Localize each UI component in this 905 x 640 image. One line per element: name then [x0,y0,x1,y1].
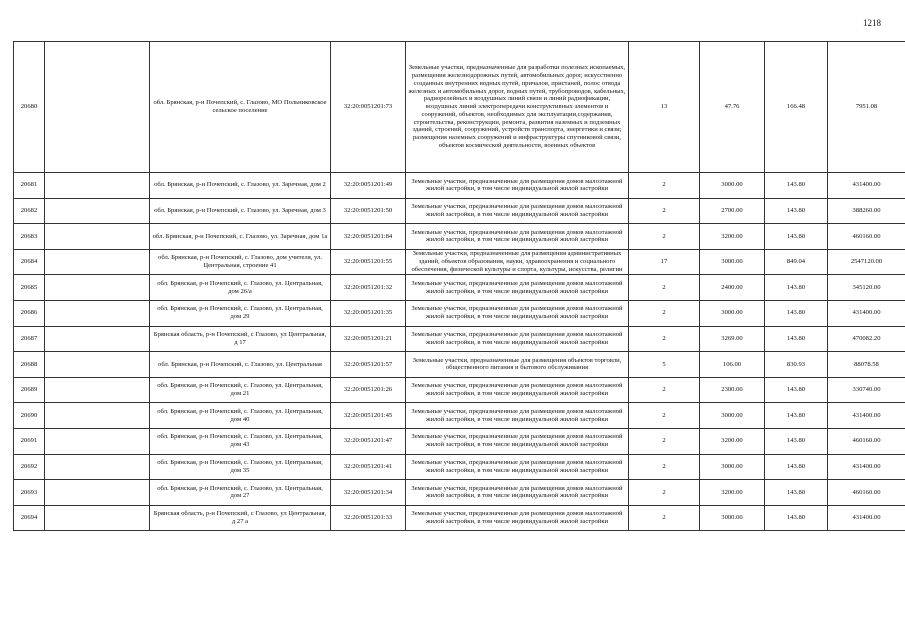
address-cell: обл. Брянская, р-н Почепский, с. Глазово, ул. Центральная [150,352,331,378]
table-row [14,377,905,403]
cadastral-value-cell: 345120.00 [828,275,905,301]
table-row [14,403,905,429]
table-row [14,275,905,301]
cadastral-value-cell: 431400.00 [828,403,905,429]
empty-cell [45,300,150,326]
cadastral-value-cell: 460160.00 [828,428,905,454]
empty-cell [45,428,150,454]
address-cell: обл. Брянская, р-н Почепский, с. Глазово, ул. Центральная, дом 35 [150,454,331,480]
land-use-cell: Земельные участки, предназначенные для размещения домов малоэтажной жилой застройки, в том числе индивидуальной жилой застройки [406,454,629,480]
parcel-id-cell: 20683 [14,224,45,250]
land-use-cell: Земельные участки, предназначенные для размещения домов малоэтажной жилой застройки, в том числе индивидуальной жилой застройки [406,480,629,506]
parcel-id-cell: 20684 [14,249,45,275]
parcel-id-cell: 20692 [14,454,45,480]
cadastral-number-cell: 32:20:0051201:41 [331,454,406,480]
rate-cell: 143.80 [765,480,828,506]
table-row [14,224,905,250]
land-use-cell: Земельные участки, предназначенные для размещения домов малоэтажной жилой застройки, в том числе индивидуальной жилой застройки [406,224,629,250]
parcel-id-cell: 20691 [14,428,45,454]
empty-cell [45,224,150,250]
area-cell: 47.76 [700,42,765,173]
land-use-cell: Земельные участки, предназначенные для размещения домов малоэтажной жилой застройки, в том числе индивидуальной жилой застройки [406,173,629,199]
cadastral-value-cell: 460160.00 [828,480,905,506]
use-code-cell: 2 [629,428,700,454]
area-cell: 106.00 [700,352,765,378]
empty-cell [45,42,150,173]
use-code-cell: 2 [629,173,700,199]
table-row [14,480,905,506]
parcel-id-cell: 20687 [14,326,45,352]
rate-cell: 143.80 [765,428,828,454]
area-cell: 3000.00 [700,249,765,275]
parcel-id-cell: 20682 [14,198,45,224]
rate-cell: 166.48 [765,42,828,173]
address-cell: обл. Брянская, р-н Почепский, с. Глазово, ул. Заречная, дом 1а [150,224,331,250]
cadastral-number-cell: 32:20:0051201:47 [331,428,406,454]
address-cell: Брянская область, р-н Почепский, с Глазово, ул Центральная, д 27 а [150,505,331,531]
land-registry-table [13,41,905,531]
cadastral-value-cell: 431400.00 [828,173,905,199]
land-use-cell: Земельные участки, предназначенные для размещения домов малоэтажной жилой застройки, в том числе индивидуальной жилой застройки [406,275,629,301]
table-row [14,300,905,326]
parcel-id-cell: 20694 [14,505,45,531]
land-use-cell: Земельные участки, предназначенные для размещения домов малоэтажной жилой застройки, в том числе индивидуальной жилой застройки [406,377,629,403]
area-cell: 3000.00 [700,173,765,199]
empty-cell [45,403,150,429]
cadastral-value-cell: 2547120.00 [828,249,905,275]
rate-cell: 143.80 [765,300,828,326]
rate-cell: 143.80 [765,403,828,429]
area-cell: 3200.00 [700,480,765,506]
empty-cell [45,454,150,480]
use-code-cell: 2 [629,198,700,224]
area-cell: 2300.00 [700,377,765,403]
address-cell: обл. Брянская, р-н Почепский, с. Глазово, МО Польниковское сельское поселение [150,42,331,173]
use-code-cell: 2 [629,377,700,403]
area-cell: 3269.00 [700,326,765,352]
use-code-cell: 2 [629,505,700,531]
empty-cell [45,377,150,403]
parcel-id-cell: 20690 [14,403,45,429]
cadastral-value-cell: 7951.08 [828,42,905,173]
cadastral-number-cell: 32:20:0051201:35 [331,300,406,326]
cadastral-number-cell: 32:20:0051201:84 [331,224,406,250]
use-code-cell: 2 [629,326,700,352]
cadastral-number-cell: 32:20:0051201:49 [331,173,406,199]
table-row [14,249,905,275]
address-cell: обл. Брянская, р-н Почепский, с. Глазово, дом учителя, ул. Центральная, строение 41 [150,249,331,275]
area-cell: 3200.00 [700,224,765,250]
cadastral-number-cell: 32:20:0051201:32 [331,275,406,301]
address-cell: Брянская область, р-н Почепский, с Глазово, ул Центральная, д 17 [150,326,331,352]
parcel-id-cell: 20686 [14,300,45,326]
address-cell: обл. Брянская, р-н Почепский, с. Глазово, ул. Центральная, дом 27 [150,480,331,506]
cadastral-number-cell: 32:20:0051201:21 [331,326,406,352]
area-cell: 2700.00 [700,198,765,224]
address-cell: обл. Брянская, р-н Почепский, с. Глазово, ул. Заречная, дом 2 [150,173,331,199]
rate-cell: 143.80 [765,454,828,480]
empty-cell [45,249,150,275]
table-row [14,428,905,454]
use-code-cell: 13 [629,42,700,173]
area-cell: 3000.00 [700,454,765,480]
page-number: 1218 [863,18,881,28]
cadastral-value-cell: 330740.00 [828,377,905,403]
cadastral-number-cell: 32:20:0051201:57 [331,352,406,378]
cadastral-value-cell: 431400.00 [828,300,905,326]
land-use-cell: Земельные участки, предназначенные для размещения объектов торговли, общественного питания и бытового обслуживания [406,352,629,378]
rate-cell: 849.04 [765,249,828,275]
land-use-cell: Земельные участки, предназначенные для размещения административных зданий, объектов образования, науки, здравоохранения и социального обеспечения, физической культуры и спорта, культуры, искусства, религии [406,249,629,275]
cadastral-number-cell: 32:20:0051201:45 [331,403,406,429]
land-use-cell: Земельные участки, предназначенные для размещения домов малоэтажной жилой застройки, в том числе индивидуальной жилой застройки [406,198,629,224]
cadastral-value-cell: 460160.00 [828,224,905,250]
use-code-cell: 2 [629,300,700,326]
cadastral-number-cell: 32:20:0051201:73 [331,42,406,173]
use-code-cell: 2 [629,275,700,301]
cadastral-value-cell: 88078.58 [828,352,905,378]
address-cell: обл. Брянская, р-н Почепский, с. Глазово, ул. Центральная, дом 26/а [150,275,331,301]
area-cell: 3000.00 [700,505,765,531]
cadastral-number-cell: 32:20:0051201:50 [331,198,406,224]
land-use-cell: Земельные участки, предназначенные для размещения домов малоэтажной жилой застройки, в том числе индивидуальной жилой застройки [406,403,629,429]
empty-cell [45,352,150,378]
rate-cell: 143.80 [765,275,828,301]
rate-cell: 143.80 [765,505,828,531]
address-cell: обл. Брянская, р-н Почепский, с. Глазово, ул. Центральная, дом 40 [150,403,331,429]
empty-cell [45,275,150,301]
empty-cell [45,480,150,506]
cadastral-value-cell: 431400.00 [828,505,905,531]
address-cell: обл. Брянская, р-н Почепский, с. Глазово, ул. Центральная, дом 43 [150,428,331,454]
table-row [14,42,905,173]
land-use-cell: Земельные участки, предназначенные для размещения домов малоэтажной жилой застройки, в том числе индивидуальной жилой застройки [406,326,629,352]
area-cell: 3200.00 [700,428,765,454]
table-row [14,352,905,378]
parcel-id-cell: 20681 [14,173,45,199]
use-code-cell: 2 [629,454,700,480]
empty-cell [45,326,150,352]
area-cell: 2400.00 [700,275,765,301]
empty-cell [45,173,150,199]
cadastral-value-cell: 470082.20 [828,326,905,352]
parcel-id-cell: 20688 [14,352,45,378]
area-cell: 3000.00 [700,300,765,326]
use-code-cell: 2 [629,480,700,506]
parcel-id-cell: 20685 [14,275,45,301]
use-code-cell: 2 [629,403,700,429]
rate-cell: 143.80 [765,224,828,250]
land-use-cell: Земельные участки, предназначенные для размещения домов малоэтажной жилой застройки, в том числе индивидуальной жилой застройки [406,428,629,454]
use-code-cell: 5 [629,352,700,378]
land-use-cell: Земельные участки, предназначенные для размещения домов малоэтажной жилой застройки, в том числе индивидуальной жилой застройки [406,505,629,531]
cadastral-number-cell: 32:20:0051201:26 [331,377,406,403]
empty-cell [45,198,150,224]
address-cell: обл. Брянская, р-н Почепский, с. Глазово, ул. Центральная, дом 29 [150,300,331,326]
rate-cell: 143.80 [765,173,828,199]
parcel-id-cell: 20680 [14,42,45,173]
empty-cell [45,505,150,531]
table-row [14,505,905,531]
rate-cell: 143.80 [765,198,828,224]
cadastral-number-cell: 32:20:0051201:33 [331,505,406,531]
area-cell: 3000.00 [700,403,765,429]
rate-cell: 143.80 [765,377,828,403]
cadastral-value-cell: 388260.00 [828,198,905,224]
cadastral-value-cell: 431400.00 [828,454,905,480]
parcel-id-cell: 20693 [14,480,45,506]
rate-cell: 830.93 [765,352,828,378]
land-use-cell: Земельные участки, предназначенные для размещения домов малоэтажной жилой застройки, в том числе индивидуальной жилой застройки [406,300,629,326]
registry-body [14,42,905,531]
address-cell: обл. Брянская, р-н Почепский, с. Глазово, ул. Заречная, дом 3 [150,198,331,224]
table-row [14,198,905,224]
table-row [14,173,905,199]
table-row [14,326,905,352]
cadastral-number-cell: 32:20:0051201:55 [331,249,406,275]
use-code-cell: 2 [629,224,700,250]
address-cell: обл. Брянская, р-н Почепский, с. Глазово, ул. Центральная, дом 21 [150,377,331,403]
rate-cell: 143.80 [765,326,828,352]
table-row [14,454,905,480]
use-code-cell: 17 [629,249,700,275]
parcel-id-cell: 20689 [14,377,45,403]
cadastral-number-cell: 32:20:0051201:34 [331,480,406,506]
land-use-cell: Земельные участки, предназначенные для разработки полезных ископаемых, размещения железнодорожных путей, автомобильных дорог, искусственно созданных внутренних водных путей, причалов, пристаней, полос отвода железных и автомобильных дорог, водных путей, трубопроводов, кабельных, радиорелейных и воздушных линий связи и линий радиофикации, воздушных линий электропередачи конструктивных элементов и сооружений, объектов, необходимых для эксплуатации,содержания, строительства, реконструкции, ремонта, развития наземных и подземных зданий, строений, сооружений, устройств транспорта, энергетики и связи; размещения наземных сооружений и инфраструктуры спутниковой связи, объектов космической деятельности, военных объектов [406,42,629,173]
